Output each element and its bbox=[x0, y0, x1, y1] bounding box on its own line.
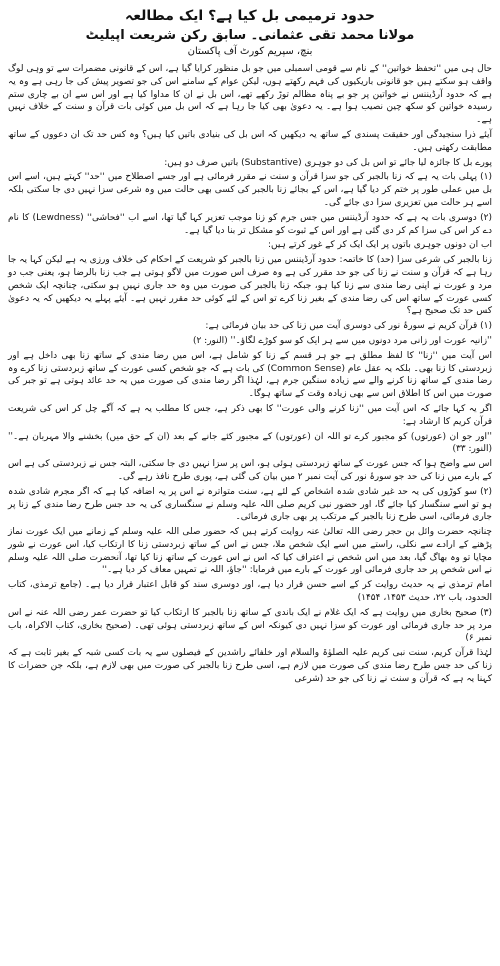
paragraph-hadith: چنانچہ حضرت وائل بن حجر رضی اللہ تعالیٰ عنہ روایت کرتے ہیں کہ حضور صلی اللہ علیہ وسلم کے زمانے میں ایک عورت نماز پڑھنے کے ارادے سے نکلی، راستے میں اسے ایک شخص ملا، جس نے اس کے ساتھ زبردستی زنا کا ارتکاب کیا، اس عورت نے شور مچایا تو وہ بھاگ گیا، بعد میں اس شخص نے اعتراف کیا کہ اس نے اس عورت کے ساتھ زنا کیا تھا، آنحضرت صلی اللہ علیہ وسلم نے اس شخص پر حد جاری فرمائی اور عورت کے بارے میں فرمایا: ''جاؤ، اللہ نے تمہیں معاف کر دیا ہے۔'' bbox=[8, 527, 492, 576]
paragraph-point-2: (۲) دوسری بات یہ ہے کہ حدود آرڈیننس میں جس جرم کو زنا موجب تعزیر کہا گیا تھا، اسے اب ''فحاشی'' (Lewdness) کا نام دے کر اس کی سزا کم کر دی گئی ہے اور اس کے ثبوت کو مشکل تر بنا دیا گیا ہے۔ bbox=[8, 212, 492, 236]
paragraph: لہٰذا قرآن کریم، سنت نبی کریم علیہ الصلوٰۃ والسلام اور خلفائے راشدین کے فیصلوں سے یہ بات کسی شبہ کے بغیر ثابت ہے کہ زنا کی حد جس طرح رضا مندی کی صورت میں لازم ہے، اسی طرح زنا بالجبر کی صورت میں بھی لازم ہے، بلکہ جن حضرات کا کہنا یہ ہے کہ قرآن و سنت نے زنا کی جو حد (شرعی bbox=[8, 648, 492, 684]
article-body bbox=[8, 63, 492, 686]
paragraph: (۳) صحیح بخاری میں روایت ہے کہ ایک غلام نے ایک باندی کے ساتھ زنا بالجبر کا ارتکاب کیا تو حضرت عمر رضی اللہ عنہ نے اس مرد پر حد جاری فرمائی اور عورت کو سزا نہیں دی کیونکہ اس کے ساتھ زبردستی ہوئی تھی۔ (صحیح بخاری، کتاب الاکراہ، باب نمبر ۶) bbox=[8, 607, 492, 644]
paragraph: آیئے ذرا سنجیدگی اور حقیقت پسندی کے ساتھ یہ دیکھیں کہ اس بل کی بنیادی باتیں کیا ہیں؟ وہ کس حد تک ان دعووں کے ساتھ مطابقت رکھتی ہیں۔ bbox=[8, 129, 492, 153]
author-affiliation: بنچ، سپریم کورٹ آف پاکستان bbox=[187, 46, 313, 57]
author-line: مولانا محمد تقی عثمانی۔ سابق رکن شریعت اپیلیٹ bbox=[85, 28, 415, 43]
hadith-reference: امام ترمذی نے یہ حدیث روایت کر کے اسے حسن قرار دیا ہے، اور دوسری سند کو قابل اعتبار قرار دیا ہے۔ (جامع ترمذی، کتاب الحدود، باب ۲۲، حدیث ۱۴۵۳، ۱۴۵۴) bbox=[8, 580, 492, 604]
quran-verse-translation: ''زانیہ عورت اور زانی مرد دونوں میں سے ہر ایک کو سو کوڑے لگاؤ۔'' (النور: ۲) bbox=[192, 335, 492, 346]
article-header bbox=[8, 6, 492, 59]
paragraph: (۱) قرآن کریم نے سورۂ نور کی دوسری آیت میں زنا کی حد بیان فرمائی ہے: bbox=[205, 321, 492, 332]
paragraph-point-1: (۱) پہلی بات یہ ہے کہ زنا بالجبر کی جو سزا قرآن و سنت نے مقرر فرمائی ہے اور جسے اصطلاح میں ''حد'' کہتے ہیں، اسے اس بل میں عملی طور پر ختم کر دیا گیا ہے، اس کے بجائے زنا بالجبر کی کسی بھی حالت میں وہ شرعی سزا نہیں دی جا سکتی بلکہ اسے ہر حالت میں تعزیری سزا دی جائے گی۔ bbox=[8, 172, 492, 208]
paragraph: پورے بل کا جائزہ لیا جائے تو اس بل کی دو جوہری (Substantive) باتیں صرف دو ہیں: bbox=[164, 157, 492, 168]
paragraph: (۲) سو کوڑوں کی یہ حد غیر شادی شدہ اشخاص کے لئے ہے، سنت متواترہ نے اس پر یہ اضافہ کیا ہے کہ اگر مجرم شادی شدہ ہو تو اسے سنگسار کیا جائے گا، اور حضور نبی کریم صلی اللہ علیہ وسلم نے سنگساری کی یہ حد جس طرح رضا مندی کے زنا پر جاری فرمائی، اسی طرح زنا بالجبر کے مرتکب پر بھی جاری فرمائی۔ bbox=[8, 486, 492, 523]
quran-verse-translation: ''اور جو ان (عورتوں) کو مجبور کرے تو اللہ ان (عورتوں) کے مجبور کئے جانے کے بعد (ان کے حق میں) بخشنے والا مہربان ہے۔'' (النور: ۳۳) bbox=[8, 431, 492, 455]
paragraph: اس آیت میں ''زنا'' کا لفظ مطلق ہے جو ہر قسم کے زنا کو شامل ہے، اس میں رضا مندی کے ساتھ زنا بھی داخل ہے اور زبردستی کا زنا بھی۔ بلکہ یہ عقل عام (Common Sense) کی بات ہے کہ جو شخص کسی عورت کے ساتھ زبردستی زنا کرے وہ رضا مندی کے ساتھ زنا کرنے والے سے زیادہ سنگین جرم ہے، لہٰذا اگر رضا مندی کی صورت میں یہ حد عائد ہوتی ہے تو جبر کی صورت میں اس کا اطلاق اس سے بھی زیادہ وقت کے ساتھ ہوگا۔ bbox=[8, 350, 492, 400]
paragraph: اب ان دونوں جوہری باتوں پر ایک ایک کر کے غور کرتے ہیں: bbox=[267, 240, 492, 251]
paragraph-intro: حال ہی میں ''تحفظ خواتین'' کے نام سے قومی اسمبلی میں جو بل منظور کرایا گیا ہے، اس کے قانونی مضمرات سے تو وہی لوگ واقف ہو سکتے ہیں جو قانونی باریکیوں کی فہم رکھتے ہوں، لیکن عوام کے سامنے اس کی جو تصویر پیش کی جا رہی ہے وہ یہ ہے کہ حدود آرڈیننس نے خواتین پر جو بے پناہ مظالم توڑ رکھے تھے، اس بل نے ان کا مداوا کیا ہے اور اس سے ان بے چاری ستم رسیدہ خواتین کو سکھ چین نصیب ہوا ہے۔ یہ دعویٰ بھی کیا جا رہا ہے کہ اس بل میں کوئی بات قرآن و سنت کے خلاف نہیں ہے۔ bbox=[8, 64, 492, 126]
paragraph: اس سے واضح ہوا کہ جس عورت کے ساتھ زبردستی ہوئی ہو، اس پر سزا نہیں دی جا سکتی، البتہ جس نے زبردستی کی ہے اس کے بارے میں زنا کی حد جو سورۂ نور کی آیت نمبر ۲ میں بیان کی گئی ہے، پوری طرح نافذ رہے گی۔ bbox=[8, 459, 492, 482]
paragraph: اگر یہ کہا جائے کہ اس آیت میں ''زنا کرنے والی عورت'' کا بھی ذکر ہے، جس کا مطلب یہ ہے کہ آگے چل کر اس کی شریعت قرآن کریم کا ارشاد ہے: bbox=[8, 403, 492, 427]
article-title: حدود ترمیمی بل کیا ہے؟ ایک مطالعہ bbox=[125, 8, 375, 24]
paragraph: زنا بالجبر کی شرعی سزا (حد) کا خاتمہ: حدود آرڈیننس میں زنا بالجبر کو شریعت کے احکام کی خلاف ورزی یہ ہے لیکن کہا یہ جا رہا ہے کہ قرآن و سنت نے زنا کی جو حد مقرر کی ہے وہ صرف اس صورت میں لاگو ہوتی ہے جب زنا بالرضا ہو، یعنی جب دو مرد و عورت نے اپنی رضا مندی سے زنا کیا ہو، جبکہ زنا بالجبر کی صورت میں وہ حد جاری نہیں ہو سکتی، چنانچہ ایک شخص کسی عورت کے ساتھ اس کی رضا مندی کے بغیر زنا کرے تو اس کے لئے کوئی حد مقرر نہیں ہے۔ آیئے پہلے یہ دیکھیں کہ یہ دعویٰ کس حد تک صحیح ہے؟ bbox=[8, 255, 492, 317]
